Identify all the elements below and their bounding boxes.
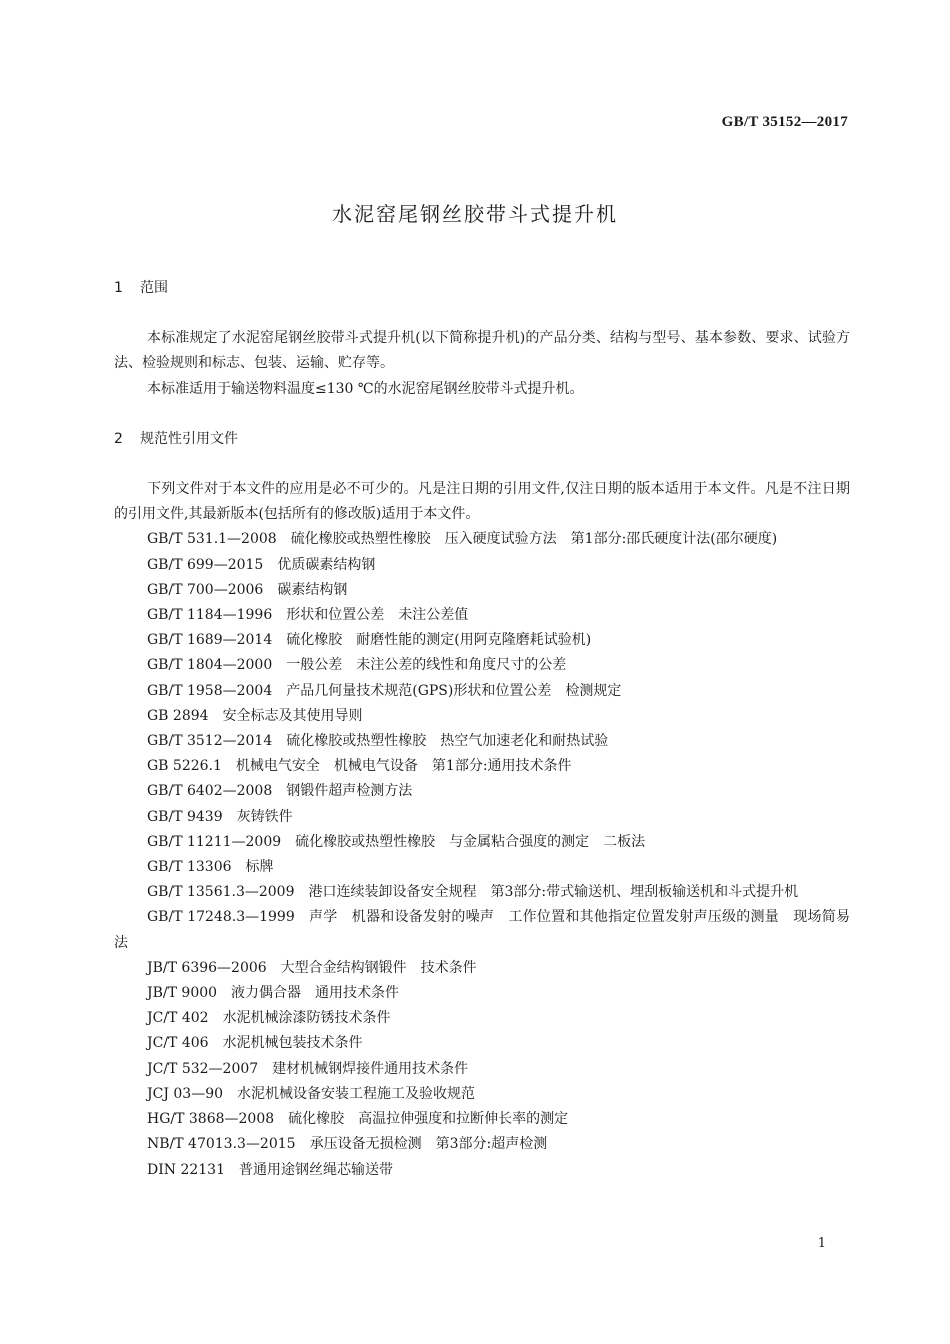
reference-code: GB 2894 (147, 707, 209, 724)
scope-paragraph: 本标准规定了水泥窑尾钢丝胶带斗式提升机(以下简称提升机)的产品分类、结构与型号、基本参数、要求、试验方法、检验规则和标志、包装、运输、贮存等。 (114, 330, 850, 372)
reference-title: 硫化橡胶 高温拉伸强度和拉断伸长率的测定 (288, 1111, 569, 1128)
reference-code: HG/T 3868—2008 (147, 1111, 275, 1128)
references-intro: 下列文件对于本文件的应用是必不可少的。凡是注日期的引用文件,仅注日期的版本适用于本文件。凡是不注日期的引用文件,其最新版本(包括所有的修改版)适用于本文件。 (114, 481, 850, 523)
reference-item (114, 1031, 850, 1056)
reference-item (114, 754, 850, 779)
reference-title: 硫化橡胶或热塑性橡胶 与金属粘合强度的测定 二板法 (295, 833, 646, 850)
reference-code: JB/T 6396—2006 (147, 959, 267, 976)
reference-title: 液力偶合器 通用技术条件 (231, 985, 400, 1002)
reference-item (114, 578, 850, 603)
reference-title: 承压设备无损检测 第3部分:超声检测 (309, 1136, 548, 1153)
standard-number: GB/T 35152—2017 (721, 114, 848, 130)
reference-item (114, 779, 850, 804)
reference-title: 硫化橡胶或热塑性橡胶 压入硬度试验方法 第1部分:邵氏硬度计法(邵尔硬度) (290, 531, 778, 548)
reference-title: 大型合金结构钢锻件 技术条件 (280, 959, 477, 976)
reference-list (114, 527, 850, 1182)
reference-code: GB/T 1958—2004 (147, 682, 273, 699)
reference-title: 水泥机械涂漆防锈技术条件 (222, 1010, 391, 1027)
reference-code: GB/T 531.1—2008 (147, 531, 277, 548)
reference-item (114, 830, 850, 855)
reference-code: GB/T 700—2006 (147, 581, 264, 598)
reference-code: JC/T 406 (147, 1035, 209, 1052)
reference-title: 安全标志及其使用导则 (222, 707, 363, 724)
reference-item (114, 981, 850, 1006)
reference-title: 碳素结构钢 (277, 581, 348, 598)
reference-title: 形状和位置公差 未注公差值 (286, 607, 469, 624)
reference-code: JC/T 532—2007 (147, 1060, 259, 1077)
reference-code: JCJ 03—90 (147, 1085, 224, 1102)
reference-item (114, 603, 850, 628)
reference-title: 优质碳素结构钢 (277, 556, 376, 573)
reference-item (114, 1006, 850, 1031)
reference-title: 产品几何量技术规范(GPS)形状和位置公差 检测规定 (286, 682, 622, 699)
reference-code: GB/T 13306 (147, 859, 232, 876)
reference-title: 钢锻件超声检测方法 (286, 783, 413, 800)
reference-title: 硫化橡胶 耐磨性能的测定(用阿克隆磨耗试验机) (286, 632, 592, 649)
reference-code: GB/T 1804—2000 (147, 657, 273, 674)
document-body (114, 276, 850, 1183)
reference-code: GB/T 1184—1996 (147, 607, 273, 624)
scope-paragraph: 本标准适用于输送物料温度≤130 ℃的水泥窑尾钢丝胶带斗式提升机。 (147, 380, 584, 397)
reference-title: 水泥机械包装技术条件 (222, 1035, 363, 1052)
reference-item (114, 527, 850, 552)
page-number: 1 (817, 1236, 826, 1251)
reference-item (114, 1132, 850, 1157)
reference-item (114, 1158, 850, 1183)
reference-code: GB/T 9439 (147, 808, 223, 825)
reference-title: 一般公差 未注公差的线性和角度尺寸的公差 (286, 657, 567, 674)
reference-item (114, 679, 850, 704)
reference-title: 灰铸铁件 (236, 808, 293, 825)
reference-title: 机械电气安全 机械电气设备 第1部分:通用技术条件 (235, 758, 572, 775)
reference-item (114, 704, 850, 729)
reference-code: JB/T 9000 (147, 985, 218, 1002)
reference-code: JC/T 402 (147, 1010, 209, 1027)
reference-item (114, 905, 850, 955)
reference-item (114, 553, 850, 578)
section-number: 2 (114, 430, 123, 447)
reference-item (114, 1082, 850, 1107)
reference-title: 声学 机器和设备发射的噪声 工作位置和其他指定位置发射声压级的测量 现场简易法 (114, 909, 851, 951)
reference-item (114, 880, 850, 905)
reference-item (114, 1057, 850, 1082)
reference-item (114, 628, 850, 653)
document-title: 水泥窑尾钢丝胶带斗式提升机 (332, 202, 618, 226)
reference-item (114, 1107, 850, 1132)
reference-title: 水泥机械设备安装工程施工及验收规范 (237, 1085, 476, 1102)
reference-code: GB/T 13561.3—2009 (147, 884, 295, 901)
reference-item (114, 805, 850, 830)
reference-title: 普通用途钢丝绳芯输送带 (239, 1161, 393, 1178)
reference-title: 硫化橡胶或热塑性橡胶 热空气加速老化和耐热试验 (286, 733, 609, 750)
reference-code: GB 5226.1 (147, 758, 222, 775)
reference-item (114, 855, 850, 880)
section-2-heading (114, 427, 850, 452)
reference-item (114, 653, 850, 678)
reference-code: GB/T 11211—2009 (147, 833, 282, 850)
section-number: 1 (114, 280, 123, 296)
section-title: 规范性引用文件 (140, 430, 238, 447)
reference-item (114, 729, 850, 754)
reference-title: 建材机械钢焊接件通用技术条件 (272, 1060, 469, 1077)
section-title: 范围 (140, 280, 168, 296)
reference-code: NB/T 47013.3—2015 (147, 1136, 296, 1153)
reference-code: GB/T 3512—2014 (147, 733, 273, 750)
reference-title: 标牌 (245, 859, 274, 876)
reference-item (114, 956, 850, 981)
reference-code: GB/T 1689—2014 (147, 632, 273, 649)
reference-title: 港口连续装卸设备安全规程 第3部分:带式输送机、埋刮板输送机和斗式提升机 (308, 884, 799, 901)
reference-code: GB/T 699—2015 (147, 556, 264, 573)
reference-code: GB/T 6402—2008 (147, 783, 273, 800)
reference-code: DIN 22131 (147, 1161, 225, 1178)
section-1-heading (114, 276, 850, 301)
reference-code: GB/T 17248.3—1999 (147, 909, 295, 926)
